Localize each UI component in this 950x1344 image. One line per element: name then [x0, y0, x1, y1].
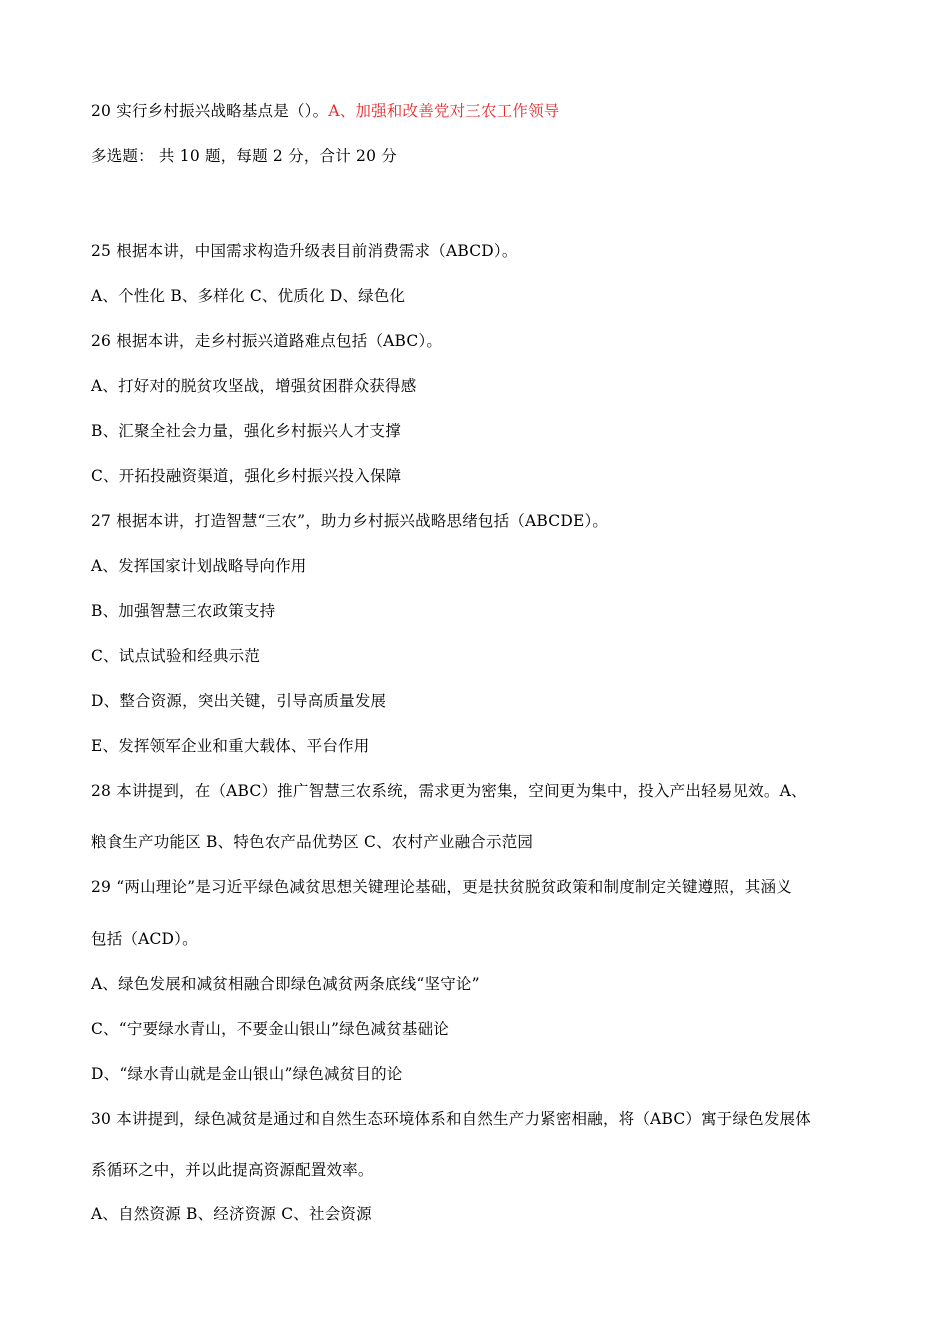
section-heading-multiple-choice: 多选题： 共 10 题，每题 2 分，合计 20 分	[91, 147, 397, 165]
question-30-options: A、自然资源 B、经济资源 C、社会资源	[91, 1205, 372, 1223]
question-27-option-a: A、发挥国家计划战略导向作用	[91, 557, 307, 575]
question-26-option-b: B、汇聚全社会力量，强化乡村振兴人才支撑	[91, 422, 401, 440]
question-25: 25 根据本讲，中国需求构造升级表目前消费需求（ABCD）。	[91, 242, 518, 260]
question-29: 29 “两山理论”是习近平绿色减贫思想关键理论基础，更是扶贫脱贫政策和制度制定关键遵照，其涵义	[91, 878, 792, 896]
question-29-option-c: C、“宁要绿水青山，不要金山银山”绿色减贫基础论	[91, 1020, 450, 1038]
question-27-option-d: D、整合资源，突出关键，引导高质量发展	[91, 692, 387, 710]
question-20-text: 20 实行乡村振兴战略基点是（）。	[91, 102, 329, 120]
question-25-options: A、个性化 B、多样化 C、优质化 D、绿色化	[91, 287, 406, 305]
question-27-option-b: B、加强智慧三农政策支持	[91, 602, 276, 620]
question-29-option-d: D、“绿水青山就是金山银山”绿色减贫目的论	[91, 1065, 403, 1083]
question-29-continued: 包括（ACD）。	[91, 930, 198, 948]
question-30: 30 本讲提到，绿色减贫是通过和自然生态环境体系和自然生产力紧密相融，将（ABC）寓于绿色发展体	[91, 1110, 811, 1128]
question-20-answer: A、加强和改善党对三农工作领导	[328, 102, 560, 120]
question-27: 27 根据本讲，打造智慧“三农”，助力乡村振兴战略思绪包括（ABCDE）。	[91, 512, 609, 530]
question-30-continued: 系循环之中，并以此提高资源配置效率。	[91, 1161, 374, 1179]
question-26-option-a: A、打好对的脱贫攻坚战，增强贫困群众获得感	[91, 377, 417, 395]
question-27-option-c: C、试点试验和经典示范	[91, 647, 261, 665]
question-28-options: 粮食生产功能区 B、特色农产品优势区 C、农村产业融合示范园	[91, 833, 534, 851]
question-26: 26 根据本讲，走乡村振兴道路难点包括（ABC）。	[91, 332, 443, 350]
question-28: 28 本讲提到，在（ABC）推广智慧三农系统，需求更为密集，空间更为集中，投入产出轻易见效。A、	[91, 782, 807, 800]
question-27-option-e: E、发挥领军企业和重大载体、平台作用	[91, 737, 370, 755]
question-29-option-a: A、绿色发展和减贫相融合即绿色减贫两条底线“坚守论”	[91, 975, 480, 993]
question-20	[91, 101, 560, 121]
question-26-option-c: C、开拓投融资渠道，强化乡村振兴投入保障	[91, 467, 402, 485]
